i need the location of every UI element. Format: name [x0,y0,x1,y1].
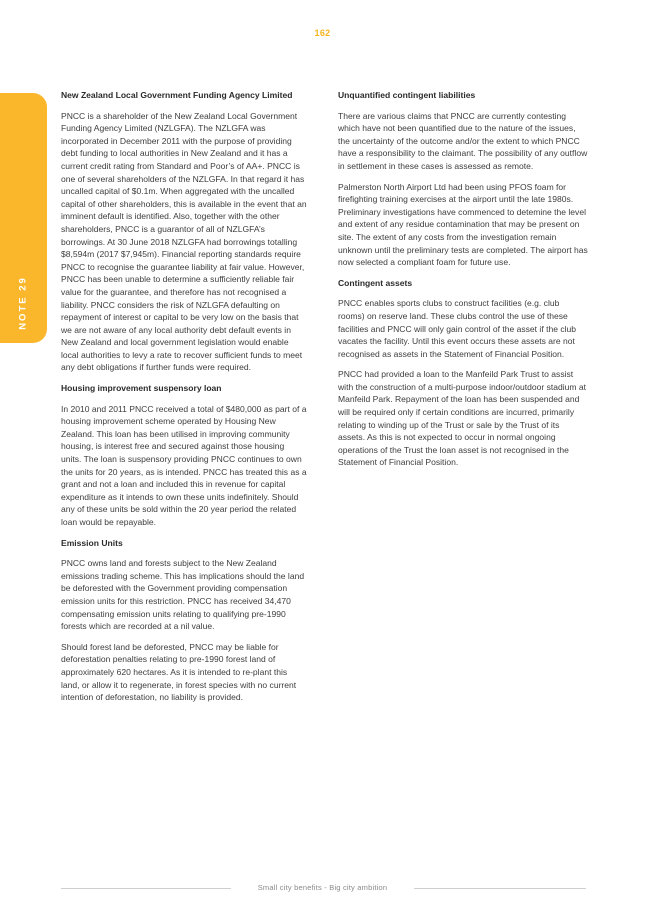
footer-divider-left [61,888,231,889]
section-heading-nzlgfa: New Zealand Local Government Funding Agency Limited [61,90,293,100]
footer-divider-right [414,888,586,889]
note-side-tab-label: NOTE 29 [17,276,29,330]
page-number: 162 [314,28,331,38]
footer-tagline: Small city benefits - Big city ambition [257,883,388,892]
paragraph-emission-units-2: Should forest land be deforested, PNCC may be liable for deforestation penalties relating to pre-1990 forest land of approximately 620 hectares. As it is intended to re-plant this land, or allow it to regenerate, in forest species with no current intention of deforestation, no liability is provided. [61,641,297,703]
section-heading-emission-units: Emission Units [61,537,123,548]
paragraph-housing-loan: In 2010 and 2011 PNCC received a total of $480,000 as part of a housing improvement scheme operated by Housing New Zealand. This loan has been utilised in improving community housing, is interest free and secured against those housing units. The loan is suspensory providing PNCC continues to own the units for 20 years, as is intended. PNCC has treated this as a grant and not a loan and included this in revenue for capital expenditure as it intends to own these units indefinitely. Should any of these units be sold within the 20 year period the related loan would be repayable. [61,403,307,527]
paragraph-contingent-assets-2: PNCC had provided a loan to the Manfeild Park Trust to assist with the construction of a multi-purpose indoor/outdoor stadium at Manfeild Park. Repayment of the loan has been suspended and will be required only if certain conditions are incurred, primarily relating to winding up of the Trust or sale by the Trust of its assets. As this is not expected to occur in normal ongoing operations of the Trust the loan asset is not recognised in the Statement of Financial Position. [338,369,586,468]
section-heading-unquantified-liabilities: Unquantified contingent liabilities [338,90,476,100]
right-column [338,89,588,477]
paragraph-emission-units-1: PNCC owns land and forests subject to the New Zealand emissions trading scheme. This has implications should the land be deforested with the Government providing compensation emission units for this restriction. PNCC has received 34,470 compensating emission units relating to qualifying pre-1990 forests which are recorded at a nil value. [61,558,305,632]
paragraph-unquantified-liabilities-2: Palmerston North Airport Ltd had been using PFOS foam for firefighting training exercises at the airport until the late 1980s. Preliminary investigations have commenced to detemine the level and extent of any residue contamination that may be present on site. The extent of any costs from the investigation remain unknown until the preliminary tests are completed. The airport has now selected a compliant foam for future use. [338,181,588,268]
paragraph-nzlgfa: PNCC is a shareholder of the New Zealand Local Government Funding Agency Limited (NZLGFA). The NZLGFA was incorporated in December 2011 with the purpose of providing debt funding to local authorities in New Zealand and it has a current credit rating from Standard and Poor’s of AA+. PNCC is one of several shareholders of the NZLGFA. In that regard it has uncalled capital of $0.1m. When aggregated with the uncalled capital of other shareholders, this is available in the event that an imminent default is identified. Also, together with the other shareholders, PNCC is a guarantor of all of NZLGFA’s borrowings. At 30 June 2018 NZLGFA had borrowings totalling $8,594m (2017 $7,945m). Financial reporting standards require PNCC to recognise the guarantee liability at fair value. However, PNCC has been unable to determine a sufficiently reliable fair value for the guarantee, and therefore has not recognised a liability. PNCC considers the risk of NZLGFA defaulting on repayment of interest or capital to be very low on the basis that we are not aware of any local authority debt default events in New Zealand and local government legislation would enable local authorities to levy a rate to recover sufficient funds to meet any debt obligations if further funds were required. [61,110,307,373]
paragraph-contingent-assets-1: PNCC enables sports clubs to construct facilities (e.g. club rooms) on reserve land. These clubs control the use of these facilities and PNCC will only gain control of the asset if the club vacates the facility. Until this event occurs these assets are not recognised as assets in the Statement of Financial Position. [338,298,577,359]
left-column [61,89,307,712]
note-side-tab [0,93,47,343]
section-heading-housing-loan: Housing improvement suspensory loan [61,383,222,394]
section-heading-contingent-assets: Contingent assets [338,277,413,288]
paragraph-unquantified-liabilities-1: There are various claims that PNCC are currently contesting which have not been quantified due to the nature of the issues, the uncertainty of the outcome and/or the extent to which PNCC have a responsibility to the claimant. The possibility of any outflow in settlement in these cases is assessed as remote. [338,110,588,171]
